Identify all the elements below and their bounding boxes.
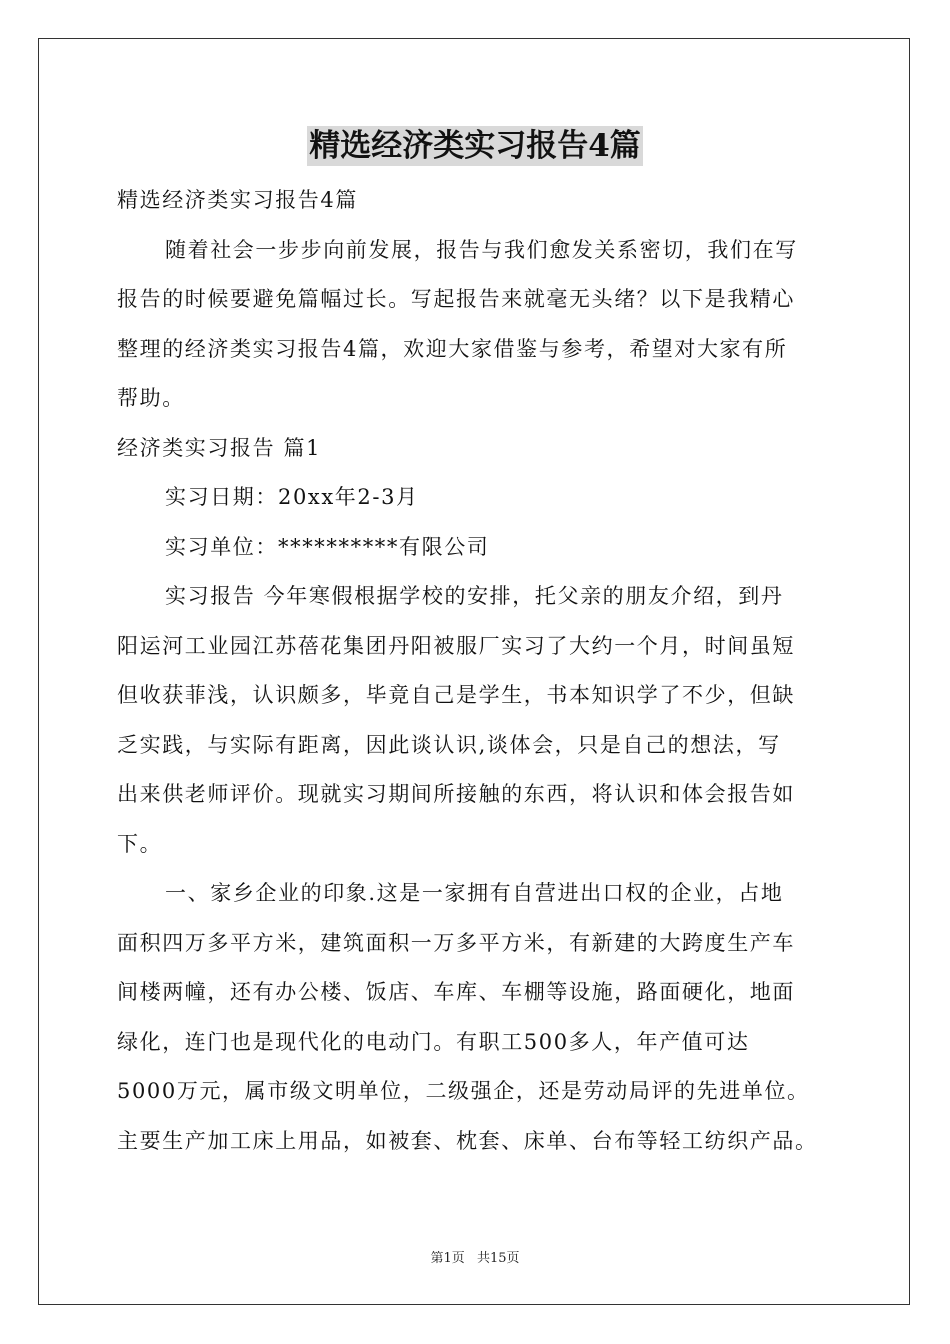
text-line: 绿化，连门也是现代化的电动门。有职工500多人，年产值可达: [117, 1029, 750, 1054]
text-line: 下。: [117, 831, 163, 856]
text-line: 主要生产加工床上用品，如被套、枕套、床单、台布等轻工纺织产品。: [117, 1128, 818, 1153]
title-wrap: [0, 126, 950, 166]
text-line: 实习单位：**********有限公司: [165, 534, 490, 559]
text-line: 经济类实习报告 篇1: [117, 435, 322, 460]
text-line: 一、家乡企业的印象.这是一家拥有自营进出口权的企业，占地: [165, 881, 784, 905]
page-footer: [0, 1247, 950, 1266]
text-line: 随着社会一步步向前发展，报告与我们愈发关系密切，我们在写: [165, 237, 798, 262]
document-title: 精选经济类实习报告4篇: [309, 128, 641, 164]
page-total: 共15页: [476, 1251, 520, 1266]
text-line: 实习日期：20xx年2-3月: [165, 485, 419, 509]
text-line: 出来供老师评价。现就实习期间所接触的东西，将认识和体会报告如: [117, 782, 795, 806]
text-line: 精选经济类实习报告4篇: [117, 188, 358, 212]
page-number: 第1页: [430, 1251, 465, 1266]
text-line: 但收获菲浅，认识颇多，毕竟自己是学生，书本知识学了不少，但缺: [117, 683, 795, 707]
text-line: 报告的时候要避免篇幅过长。写起报告来就毫无头绪？以下是我精心: [117, 287, 795, 311]
text-line: 帮助。: [117, 386, 185, 410]
text-line: 实习报告 今年寒假根据学校的安排，托父亲的朋友介绍，到丹: [165, 584, 784, 608]
text-line: 面积四万多平方米，建筑面积一万多平方米，有新建的大跨度生产车: [117, 930, 795, 955]
text-line: 5000万元，属市级文明单位，二级强企，还是劳动局评的先进单位。: [117, 1079, 810, 1103]
text-line: 间楼两幢，还有办公楼、饭店、车库、车棚等设施，路面硬化，地面: [117, 980, 795, 1004]
document-body: [117, 176, 847, 1166]
text-line: 阳运河工业园江苏蓓花集团丹阳被服厂实习了大约一个月，时间虽短: [117, 633, 795, 658]
text-line: 乏实践，与实际有距离，因此谈认识,谈体会，只是自己的想法，写: [117, 732, 781, 757]
text-line: 整理的经济类实习报告4篇，欢迎大家借鉴与参考，希望对大家有所: [117, 336, 788, 361]
